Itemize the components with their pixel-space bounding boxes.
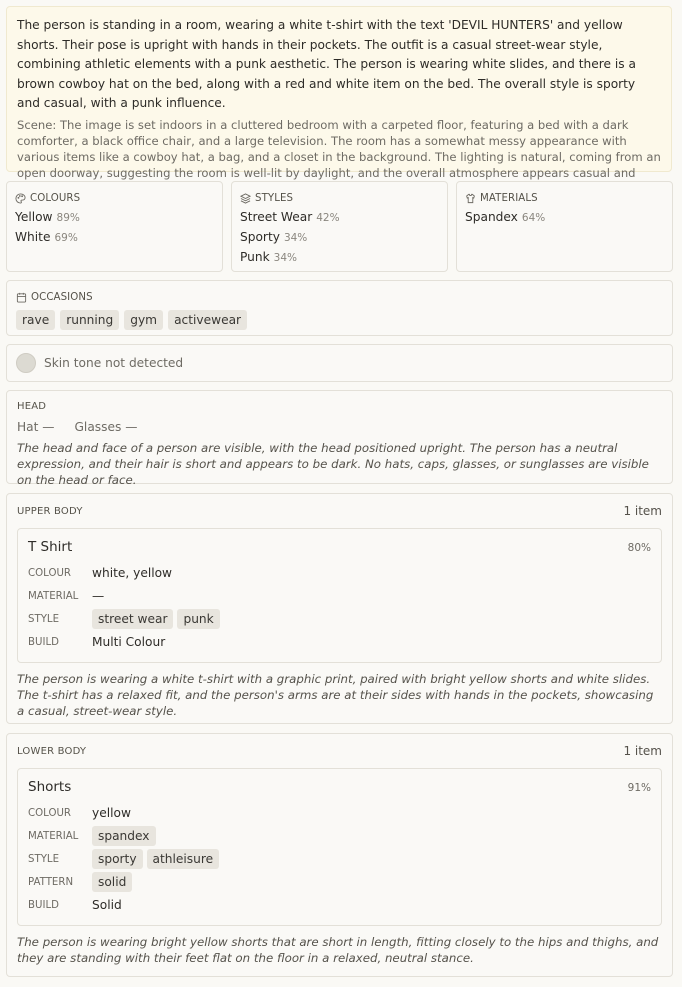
attr-value: Solid [92, 898, 122, 912]
occasions-card [6, 280, 673, 336]
materials-header [465, 191, 664, 205]
attr-value: — [92, 589, 105, 603]
upper-body-card [6, 493, 673, 724]
occasions-header [16, 290, 663, 304]
hat-attribute [17, 420, 54, 434]
summary-card [6, 6, 672, 180]
upper-body-title: UPPER BODY [17, 505, 83, 517]
occasion-chip: activewear [168, 310, 247, 330]
colour-row [15, 227, 214, 247]
garment-name: Shorts [28, 779, 72, 795]
attr-colour [28, 563, 651, 583]
occasion-chip: running [60, 310, 119, 330]
lower-body-header [17, 744, 662, 758]
attr-style [28, 609, 651, 629]
occasion-chip: gym [124, 310, 163, 330]
garment-card-shorts[interactable] [17, 768, 662, 926]
layers-icon [240, 193, 251, 204]
calendar-icon [16, 292, 27, 303]
style-label: Punk [240, 250, 270, 264]
lower-body-description: The person is wearing bright yellow shorts that are short in length, fitting closely to the hips and thighs, and they are standing with their feet flat on the floor in a relaxed, neutral stance. [17, 935, 659, 965]
style-pct: 42% [316, 212, 340, 224]
skin-tone-card [6, 344, 673, 382]
colour-label: Yellow [15, 210, 53, 224]
head-card [6, 390, 673, 487]
palette-icon [15, 193, 26, 204]
attr-key: BUILD [28, 899, 59, 911]
attr-pattern [28, 872, 651, 892]
lower-body-title: LOWER BODY [17, 745, 87, 757]
style-label: Sporty [240, 230, 280, 244]
colour-pct: 69% [54, 232, 78, 244]
attr-key: MATERIAL [28, 830, 79, 842]
attr-key: COLOUR [28, 807, 71, 819]
material-label: Spandex [465, 210, 518, 224]
shirt-icon [465, 193, 476, 204]
attr-material [28, 586, 651, 606]
style-row [240, 227, 439, 247]
occasion-chips [16, 310, 663, 330]
upper-body-header [17, 504, 662, 518]
style-pct: 34% [273, 252, 297, 264]
attr-key: MATERIAL [28, 590, 79, 602]
garment-confidence: 91% [627, 782, 651, 794]
colours-title: COLOURS [30, 192, 81, 204]
attr-build [28, 632, 651, 652]
attr-key: STYLE [28, 613, 60, 625]
attr-value: Multi Colour [92, 635, 166, 649]
colour-row [15, 207, 214, 227]
summary-text: The person is standing in a room, wearing a white t-shirt with the text 'DEVIL HUNTERS' and yellow shorts. Their pose is upright with hands in their pockets. The outfit is a casual street-wear style, combining athletic elements with a punk aesthetic. The person is wearing white slides, and there is a brown cowboy hat on the bed, along with a red and white item on the bed. The overall style is sporty and casual, with a punk influence. [17, 18, 636, 110]
attr-build [28, 895, 651, 915]
head-attributes [17, 420, 662, 434]
colours-card [6, 181, 223, 272]
styles-header [240, 191, 439, 205]
hat-label: Hat [17, 420, 39, 434]
upper-body-description: The person is wearing a white t-shirt with a graphic print, paired with bright yellow shorts and white slides. The t-shirt has a relaxed fit, and the person's arms are at their sides with hands in the pockets, showcasing a casual, street-wear style. [17, 672, 654, 718]
styles-card [231, 181, 448, 272]
attr-value: yellow [92, 806, 131, 820]
occasion-chip: rave [16, 310, 55, 330]
style-pct: 34% [283, 232, 308, 244]
material-chip: spandex [92, 826, 156, 846]
material-pct: 64% [521, 212, 546, 224]
pattern-chip: solid [92, 872, 132, 892]
garment-name: T Shirt [28, 539, 73, 555]
glasses-value: — [125, 420, 138, 434]
skin-tone-text: Skin tone not detected [44, 356, 184, 370]
occasions-title: OCCASIONS [31, 291, 93, 303]
styles-title: STYLES [255, 192, 294, 204]
attr-key: COLOUR [28, 567, 71, 579]
colours-header [15, 191, 214, 205]
upper-body-count: 1 item [623, 504, 662, 518]
style-chip: athleisure [147, 849, 220, 869]
style-label: Street Wear [240, 210, 313, 224]
attr-material [28, 826, 651, 846]
skin-tone-swatch [16, 353, 36, 373]
glasses-label: Glasses [74, 420, 122, 434]
style-row [240, 247, 439, 267]
attr-key: STYLE [28, 853, 60, 865]
attr-key: PATTERN [28, 876, 74, 888]
materials-card [456, 181, 673, 272]
head-description: The head and face of a person are visible, with the head positioned upright. The person has a neutral expression, and their hair is short and appears to be dark. No hats, caps, glasses, or sunglasses are visible on the head or face. [17, 441, 649, 487]
colour-pct: 89% [56, 212, 80, 224]
colour-label: White [15, 230, 51, 244]
attr-value: white, yellow [92, 566, 173, 580]
lower-body-card [6, 733, 673, 977]
attr-colour [28, 803, 651, 823]
style-chip: street wear [92, 609, 173, 629]
scene-text: Scene: The image is set indoors in a cluttered bedroom with a carpeted floor, featuring a bed with a dark comforter, a black office chair, and a large television. The room has a somewhat messy appearance with various items like a cowboy hat, a bag, and a closet in the background. The lighting is natural, coming from an open doorway, suggesting the room is well-lit by daylight, and the overall atmosphere appears casual and [17, 117, 661, 180]
style-chip: punk [177, 609, 219, 629]
head-title: HEAD [17, 401, 47, 412]
garment-card-tshirt[interactable] [17, 528, 662, 663]
style-row [240, 207, 439, 227]
style-chip: sporty [92, 849, 143, 869]
lower-body-count: 1 item [623, 744, 662, 758]
hat-value: — [42, 420, 55, 434]
glasses-attribute [74, 420, 137, 434]
materials-title: MATERIALS [480, 192, 538, 204]
attr-style [28, 849, 651, 869]
attr-key: BUILD [28, 636, 59, 648]
garment-confidence: 80% [627, 542, 651, 554]
material-row [465, 207, 664, 227]
